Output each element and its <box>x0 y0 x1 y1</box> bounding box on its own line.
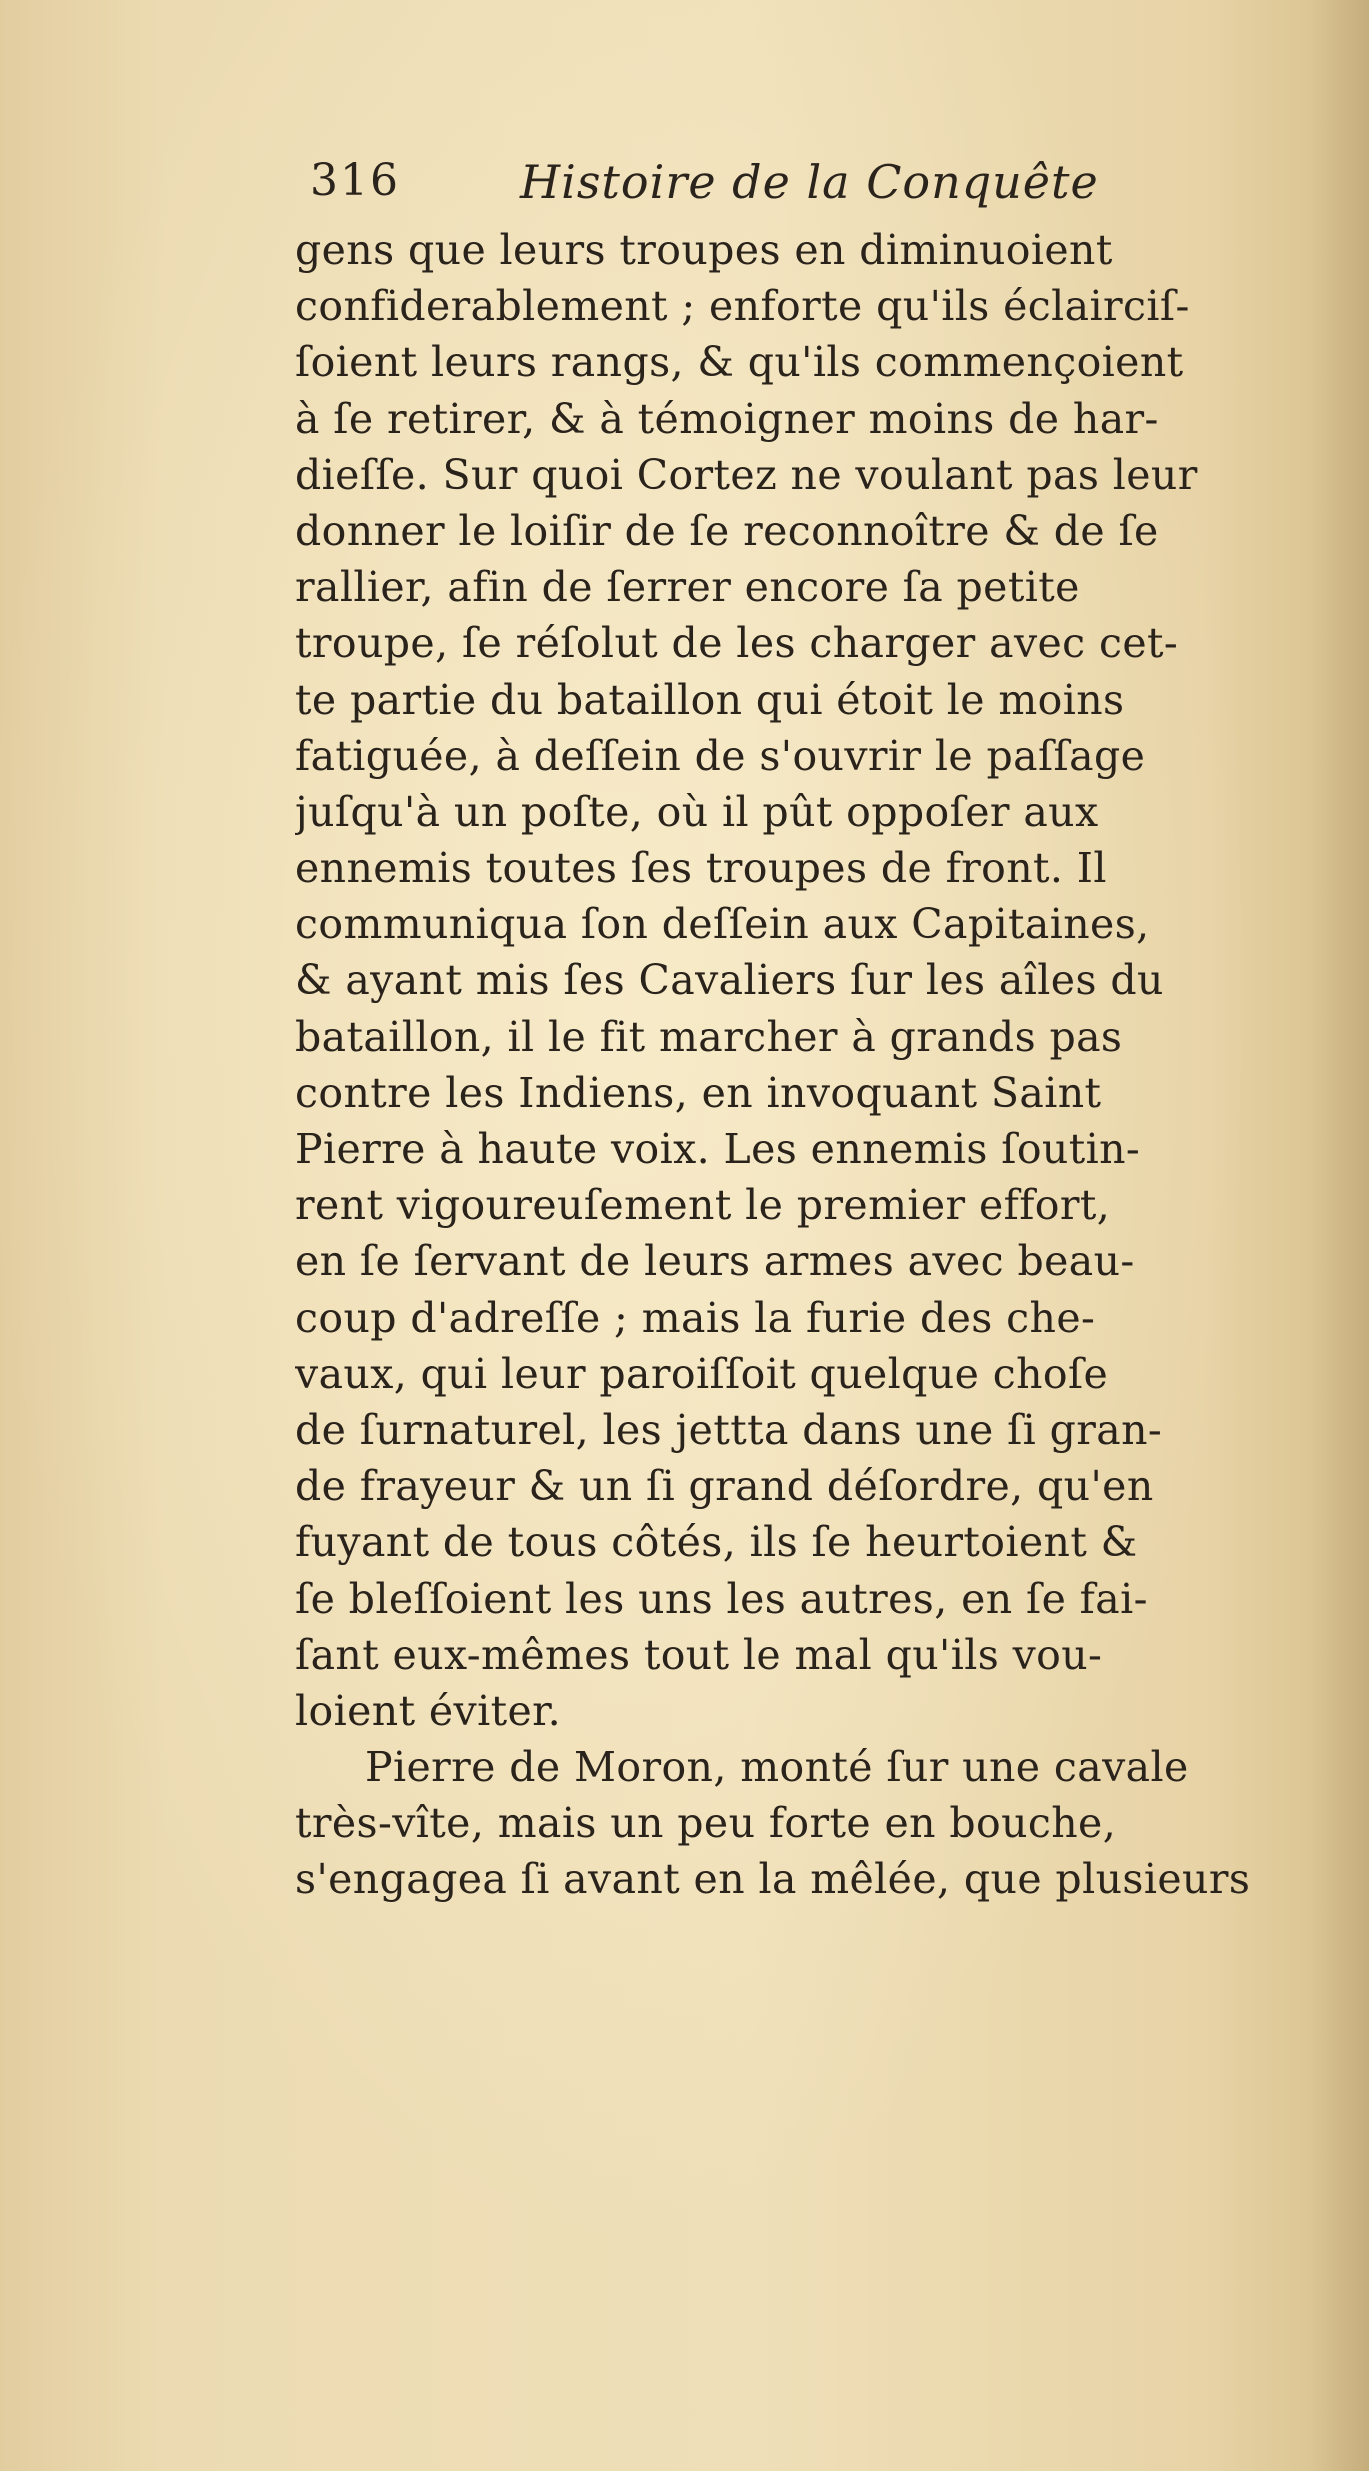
text-line: contre les Indiens, en invoquant Saint <box>295 1068 1102 1117</box>
text-line: troupe, ſe réſolut de les charger avec cet- <box>295 619 1179 668</box>
text-line: te partie du bataillon qui étoit le moins <box>295 675 1125 724</box>
text-line: confiderablement ; enforte qu'ils éclairciſ- <box>295 282 1190 331</box>
text-line: de frayeur & un ſi grand déſordre, qu'en <box>295 1462 1154 1511</box>
text-line: s'engagea ſi avant en la mêlée, que plusieurs <box>295 1855 1251 1904</box>
text-line: & ayant mis ſes Cavaliers ſur les aîles du <box>295 956 1164 1005</box>
text-line: dieſſe. Sur quoi Cortez ne voulant pas leur <box>295 450 1198 499</box>
text-line: communiqua ſon deſſein aux Capitaines, <box>295 900 1150 949</box>
text-line: ſant eux-mêmes tout le mal qu'ils vou- <box>295 1630 1103 1679</box>
page-number: 316 <box>310 155 400 206</box>
text-line: rallier, afin de ſerrer encore ſa petite <box>295 563 1080 612</box>
text-line: ſe bleſſoient les uns les autres, en ſe fai- <box>295 1574 1148 1623</box>
text-line: juſqu'à un poſte, où il pût oppoſer aux <box>295 787 1099 836</box>
text-line: loient éviter. <box>295 1686 562 1735</box>
text-line: bataillon, il le fit marcher à grands pas <box>295 1012 1123 1061</box>
text-line: ſoient leurs rangs, & qu'ils commençoient <box>295 338 1184 387</box>
body-text <box>295 222 1369 1908</box>
text-line: très-vîte, mais un peu forte en bouche, <box>295 1799 1117 1848</box>
text-line: ennemis toutes ſes troupes de front. Il <box>295 844 1107 893</box>
text-line: de ſurnaturel, les jettta dans une ſi gran- <box>295 1405 1163 1454</box>
text-line: gens que leurs troupes en diminuoient <box>295 226 1113 274</box>
text-line: en ſe ſervant de leurs armes avec beau- <box>295 1237 1135 1286</box>
text-line: Pierre à haute voix. Les ennemis ſoutin- <box>295 1125 1141 1173</box>
text-line: vaux, qui leur paroiſſoit quelque choſe <box>295 1349 1109 1398</box>
text-line: fuyant de tous côtés, ils ſe heurtoient & <box>295 1518 1138 1567</box>
text-line: donner le loiſir de ſe reconnoître & de ſe <box>295 506 1159 555</box>
text-line: rent vigoureuſement le premier effort, <box>295 1181 1111 1230</box>
text-line: coup d'adreſſe ; mais la furie des che- <box>295 1293 1096 1342</box>
paragraph-start-line: Pierre de Moron, monté ſur une cavale <box>365 1743 1189 1792</box>
running-title: Histoire de la Conquête <box>520 155 1099 209</box>
running-head <box>0 155 1369 225</box>
text-line: fatiguée, à deſſein de s'ouvrir le paſſage <box>295 731 1146 780</box>
text-line: à ſe retirer, & à témoigner moins de har- <box>295 394 1159 443</box>
